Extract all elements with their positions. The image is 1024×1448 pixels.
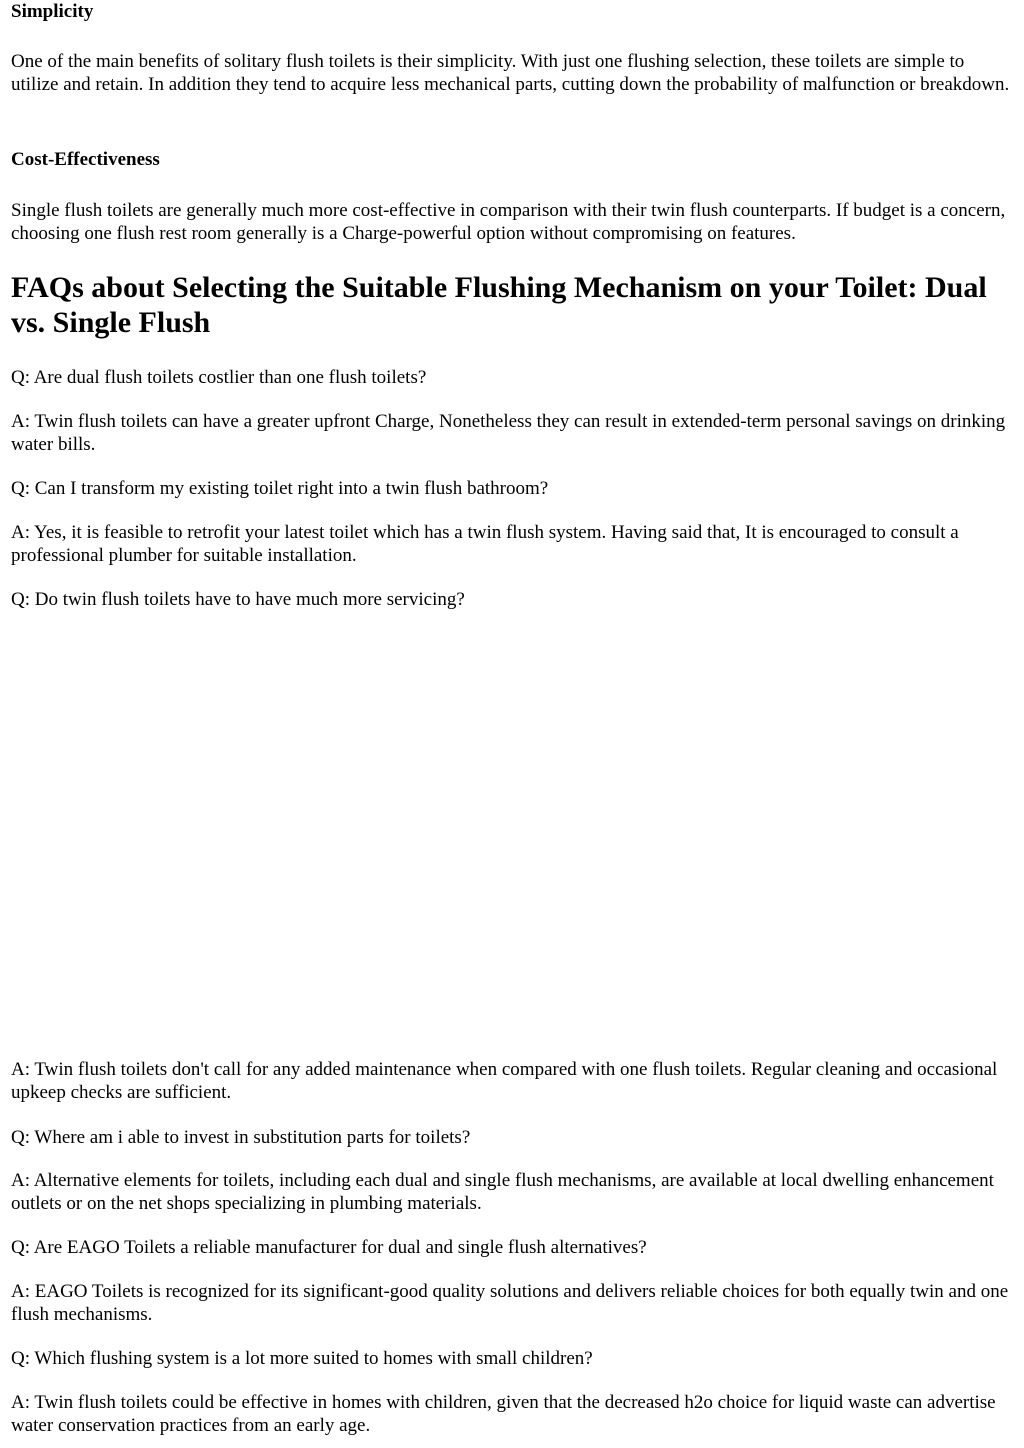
cost-effectiveness-paragraph: Single flush toilets are generally much more cost-effective in comparison with their twin flush counterparts. If budget is a concern, choosing one flush rest room generally is a Charge-powerful option without compromising on features. [11, 200, 1006, 244]
faq-answer: A: Alternative elements for toilets, including each dual and single flush mechanisms, are available at local dwelling enhancement outlets or on the net shops specializing in plumbing materials. [11, 1170, 994, 1214]
faq-answer: A: Twin flush toilets could be effective in homes with children, given that the decreased h2o choice for liquid waste can advertise water conservation practices from an early age. [11, 1392, 996, 1436]
faq-answer: A: EAGO Toilets is recognized for its significant-good quality solutions and delivers reliable choices for both equally twin and one flush mechanisms. [11, 1281, 1009, 1325]
faq-question: Q: Are dual flush toilets costlier than one flush toilets? [11, 367, 427, 388]
simplicity-heading: Simplicity [11, 1, 94, 22]
faq-question: Q: Can I transform my existing toilet right into a twin flush bathroom? [11, 478, 549, 499]
faq-question: Q: Do twin flush toilets have to have much more servicing? [11, 589, 465, 610]
blank-space [0, 628, 1024, 1048]
cost-effectiveness-heading: Cost-Effectiveness [11, 149, 160, 170]
faq-question: Q: Which flushing system is a lot more suited to homes with small children? [11, 1348, 593, 1369]
faq-answer: A: Yes, it is feasible to retrofit your latest toilet which has a twin flush system. Having said that, It is encouraged to consult a professional plumber for suitable installation. [11, 522, 959, 566]
faq-answer: A: Twin flush toilets don't call for any added maintenance when compared with one flush toilets. Regular cleaning and occasional upkeep checks are sufficient. [11, 1059, 998, 1103]
faq-title: FAQs about Selecting the Suitable Flushing Mechanism on your Toilet: Dual vs. Single Flush [11, 271, 987, 339]
faq-answer: A: Twin flush toilets can have a greater upfront Charge, Nonetheless they can result in extended-term personal savings on drinking water bills. [11, 411, 1006, 455]
faq-question: Q: Are EAGO Toilets a reliable manufacturer for dual and single flush alternatives? [11, 1237, 647, 1258]
faq-question: Q: Where am i able to invest in substitution parts for toilets? [11, 1127, 471, 1148]
simplicity-paragraph: One of the main benefits of solitary flush toilets is their simplicity. With just one flushing selection, these toilets are simple to utilize and retain. In addition they tend to acquire less mechanical parts, cutting down the probability of malfunction or breakdown. [11, 51, 1010, 95]
